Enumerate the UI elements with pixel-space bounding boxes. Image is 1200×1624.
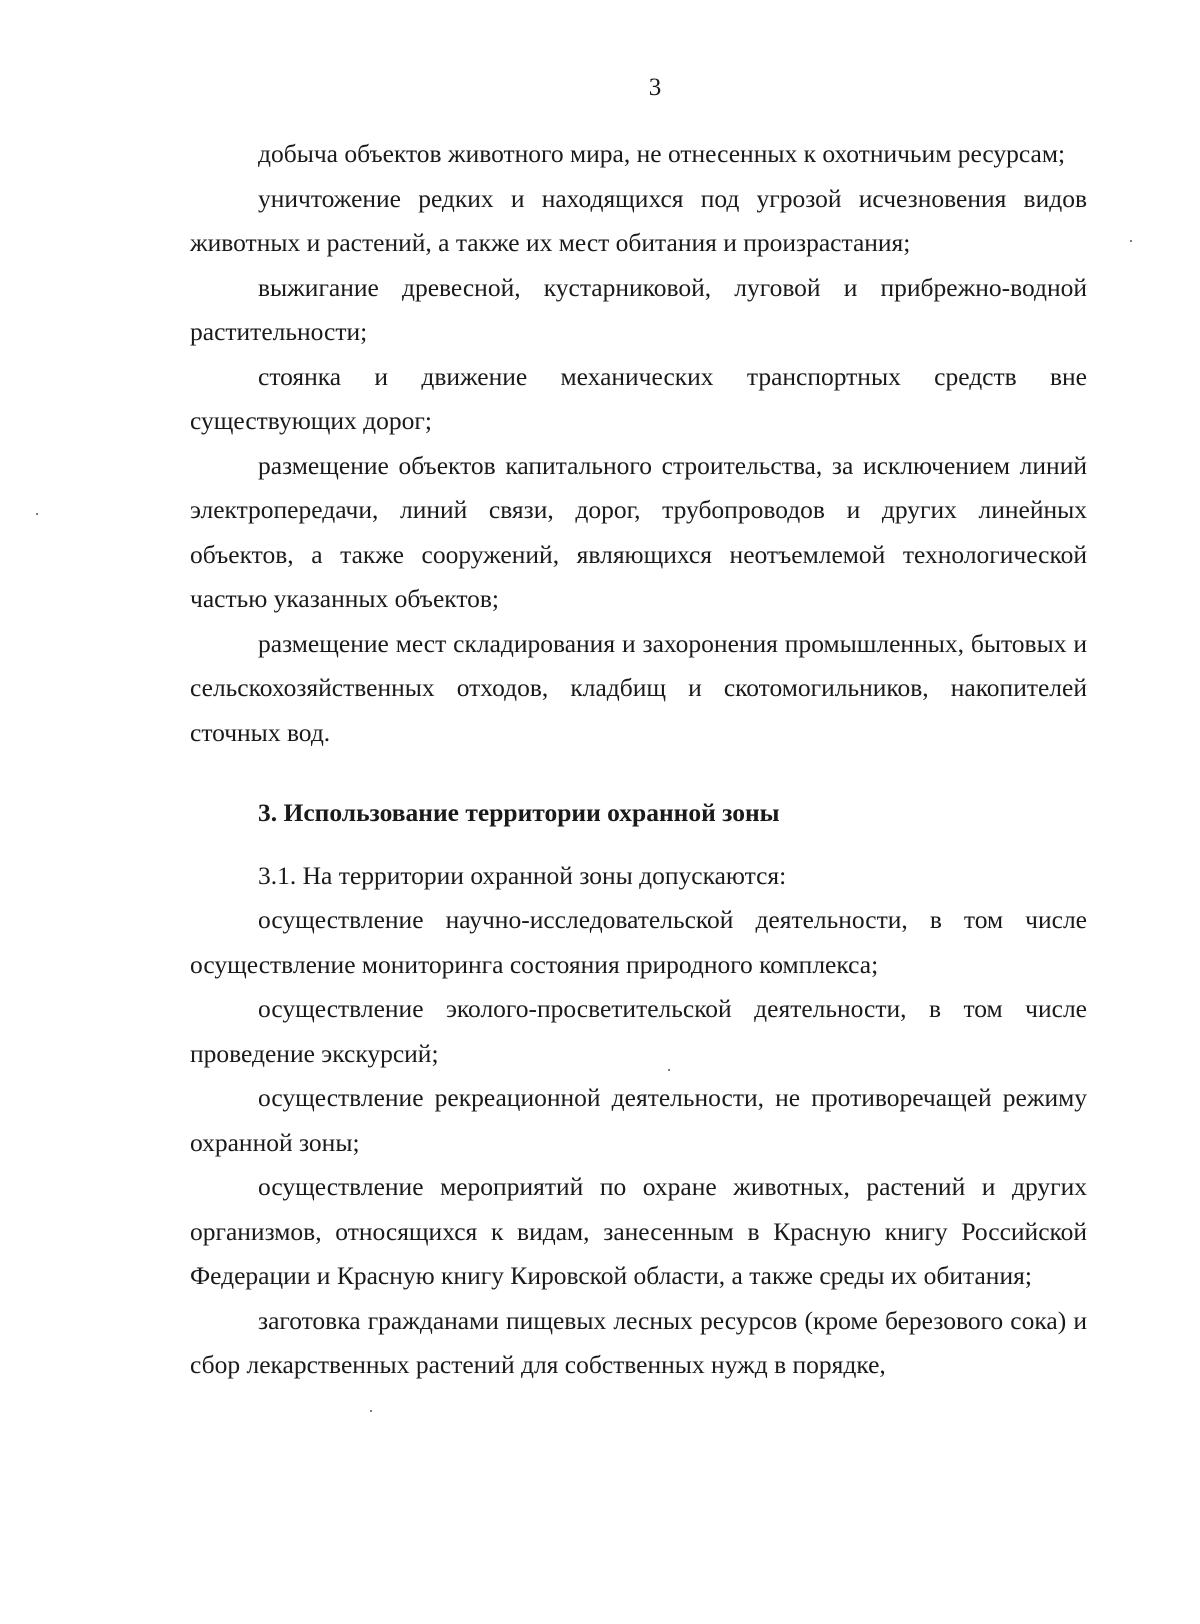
paragraph: осуществление рекреационной деятельности, не противоречащей режиму охранной зоны; xyxy=(190,1083,1087,1157)
scan-speck xyxy=(668,1069,670,1071)
paragraph: осуществление научно-исследовательской деятельности, в том числе осуществление мониторинга состояния природного комплекса; xyxy=(190,905,1087,979)
paragraph: осуществление эколого-просветительской деятельности, в том числе проведение экскурсий; xyxy=(190,994,1087,1068)
scan-speck xyxy=(370,1410,372,1412)
paragraph: выжигание древесной, кустарниковой, луговой и прибрежно-водной растительности; xyxy=(190,272,1087,346)
paragraph: размещение мест складирования и захоронения промышленных, бытовых и сельскохозяйственных отходов, кладбищ и скотомогильников, накопителей сточных вод. xyxy=(190,628,1087,747)
section-heading: 3. Использование территории охранной зоны xyxy=(258,798,780,827)
paragraph: стоянка и движение механических транспортных средств вне существующих дорог; xyxy=(190,361,1087,435)
scan-speck xyxy=(1130,240,1132,242)
paragraph: заготовка гражданами пищевых лесных ресурсов (кроме березового сока) и сбор лекарственных растений для собственных нужд в порядке, xyxy=(190,1305,1087,1379)
paragraph: осуществление мероприятий по охране животных, растений и других организмов, относящихся к видам, занесенным в Красную книгу Российской Федерации и Красную книгу Кировской области, а также среды их обитания; xyxy=(190,1172,1087,1290)
paragraph: уничтожение редких и находящихся под угрозой исчезновения видов животных и растений, а также их мест обитания и произрастания; xyxy=(190,183,1087,257)
paragraph: размещение объектов капитального строительства, за исключением линий электропередачи, линий связи, дорог, трубопроводов и других линейных объектов, а также сооружений, являющихся неотъемлемой технологической частью указанных объектов; xyxy=(190,450,1087,613)
page-number: 3 xyxy=(648,74,662,101)
subsection-intro: 3.1. На территории охранной зоны допускаются: xyxy=(258,860,787,890)
paragraph: добыча объектов животного мира, не отнесенных к охотничьим ресурсам; xyxy=(258,139,1066,168)
document-body xyxy=(190,132,1087,1388)
scan-speck xyxy=(36,513,38,515)
